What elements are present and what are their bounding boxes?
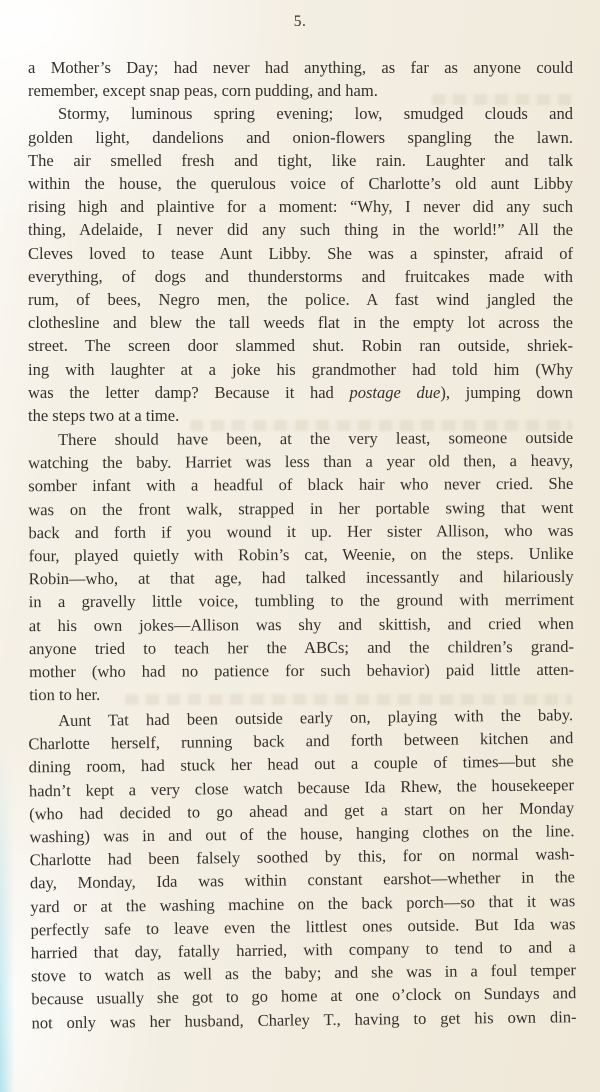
text-line: Aunt Tat had been outside early on, playing with the baby. — [58, 704, 574, 730]
text-line: Charlotte herself, running back and forth between kitchen and — [28, 728, 574, 754]
text-line: Stormy, luminous spring evening; low, smudged clouds and — [58, 104, 573, 124]
text-line: street. The screen door slammed shut. Robin ran outside, shriek- — [28, 336, 573, 356]
page-text — [28, 56, 577, 1032]
text-line: was the letter damp? Because it had postage due), jumping down — [28, 382, 573, 402]
text-line: tion to her. — [29, 685, 101, 705]
text-line: not only was her husband, Charley T., having to get his own din- — [31, 1006, 577, 1032]
text-line: washing) was in and out of the house, hanging clothes on the line. — [29, 820, 575, 847]
text-line: back and forth if you wound it up. Her sister Allison, who was — [28, 520, 574, 543]
text-line: at his own jokes—Allison was shy and skittish, and cried when — [28, 613, 574, 636]
text-line: Charlotte had been falsely soothed by this, for on normal wash- — [29, 844, 575, 870]
showthrough-smudge — [190, 420, 572, 431]
text-line: because usually she got to go home at one o’clock on Sundays and — [31, 983, 577, 1009]
text-line: There should have been, at the very least, someone outside — [58, 428, 574, 450]
text-line: remember, except snap peas, corn pudding, and ham. — [28, 81, 378, 101]
page-number: 5. — [293, 13, 307, 30]
text-line: rum, of bees, Negro men, the police. A fast wind jangled the — [28, 290, 573, 310]
paragraph — [28, 102, 573, 427]
text-line: The air smelled fresh and tight, like rain. Laughter and talk — [28, 150, 573, 170]
text-line: watching the baby. Harriet was less than a year old then, a heavy, — [28, 451, 574, 473]
showthrough-smudge — [125, 694, 572, 705]
text-line: dining room, had stuck her head out a couple of times—but she — [28, 751, 574, 777]
text-line: somber infant with a headful of black hair who never cried. She — [28, 474, 574, 496]
text-line: within the house, the querulous voice of Charlotte’s old aunt Libby — [28, 174, 573, 194]
italic-text: postage due — [349, 382, 441, 402]
text-line: anyone tried to teach her the ABCs; and the children’s grand- — [28, 636, 575, 659]
paragraph — [28, 426, 574, 707]
text-line: day, Monday, Ida was within constant earshot—whether in the — [29, 867, 576, 893]
text-line: yard or at the washing machine on the back porch—so that it was — [30, 890, 576, 916]
text-line: thing, Adelaide, I never did any such thing in the world!” All the — [28, 220, 573, 240]
text-line: clothesline and blew the tall weeds flat in the empty lot across the — [28, 313, 573, 333]
text-line: mother (who had no patience for such behavior) paid little atten- — [29, 660, 575, 682]
text-line: hadn’t kept a very close watch because Ida Rhew, the housekeeper — [28, 774, 575, 800]
scan-edge-tint — [0, 740, 15, 1092]
text-line: four, played quietly with Robin’s cat, Weenie, on the steps. Unlike — [28, 544, 574, 566]
text-line: harried that day, fatally harried, with company to tend to and a — [30, 936, 576, 963]
showthrough-smudge — [432, 94, 572, 105]
text-line: rising high and plaintive for a moment: “Why, I never did any such — [28, 197, 573, 217]
text-line: (who had decided to go ahead and get a start on her Monday — [29, 797, 575, 823]
text-line: golden light, dandelions and onion-flowers spangling the lawn. — [28, 127, 573, 147]
text-line: the steps two at a time. — [28, 406, 180, 426]
text-line: Robin—who, at that age, had talked incessantly and hilariously — [28, 567, 574, 589]
text-line: ing with laughter at a joke his grandmother had told him (Why — [28, 359, 573, 379]
text-line: in a gravelly little voice, tumbling to the ground with merriment — [28, 590, 574, 612]
text-line: a Mother’s Day; had never had anything, as far as anyone could — [28, 58, 573, 77]
text-line: everything, of dogs and thunderstorms and fruitcakes made with — [28, 266, 573, 286]
paragraph — [28, 703, 577, 1034]
text-line: was on the front walk, strapped in her portable swing that went — [28, 497, 574, 520]
text-line: Cleves loved to tease Aunt Libby. She was a spinster, afraid of — [28, 243, 573, 263]
text-line: stove to watch as well as the baby; and she was in a foul temper — [30, 960, 577, 986]
text-line: perfectly safe to leave even the littlest ones outside. But Ida was — [30, 913, 576, 939]
